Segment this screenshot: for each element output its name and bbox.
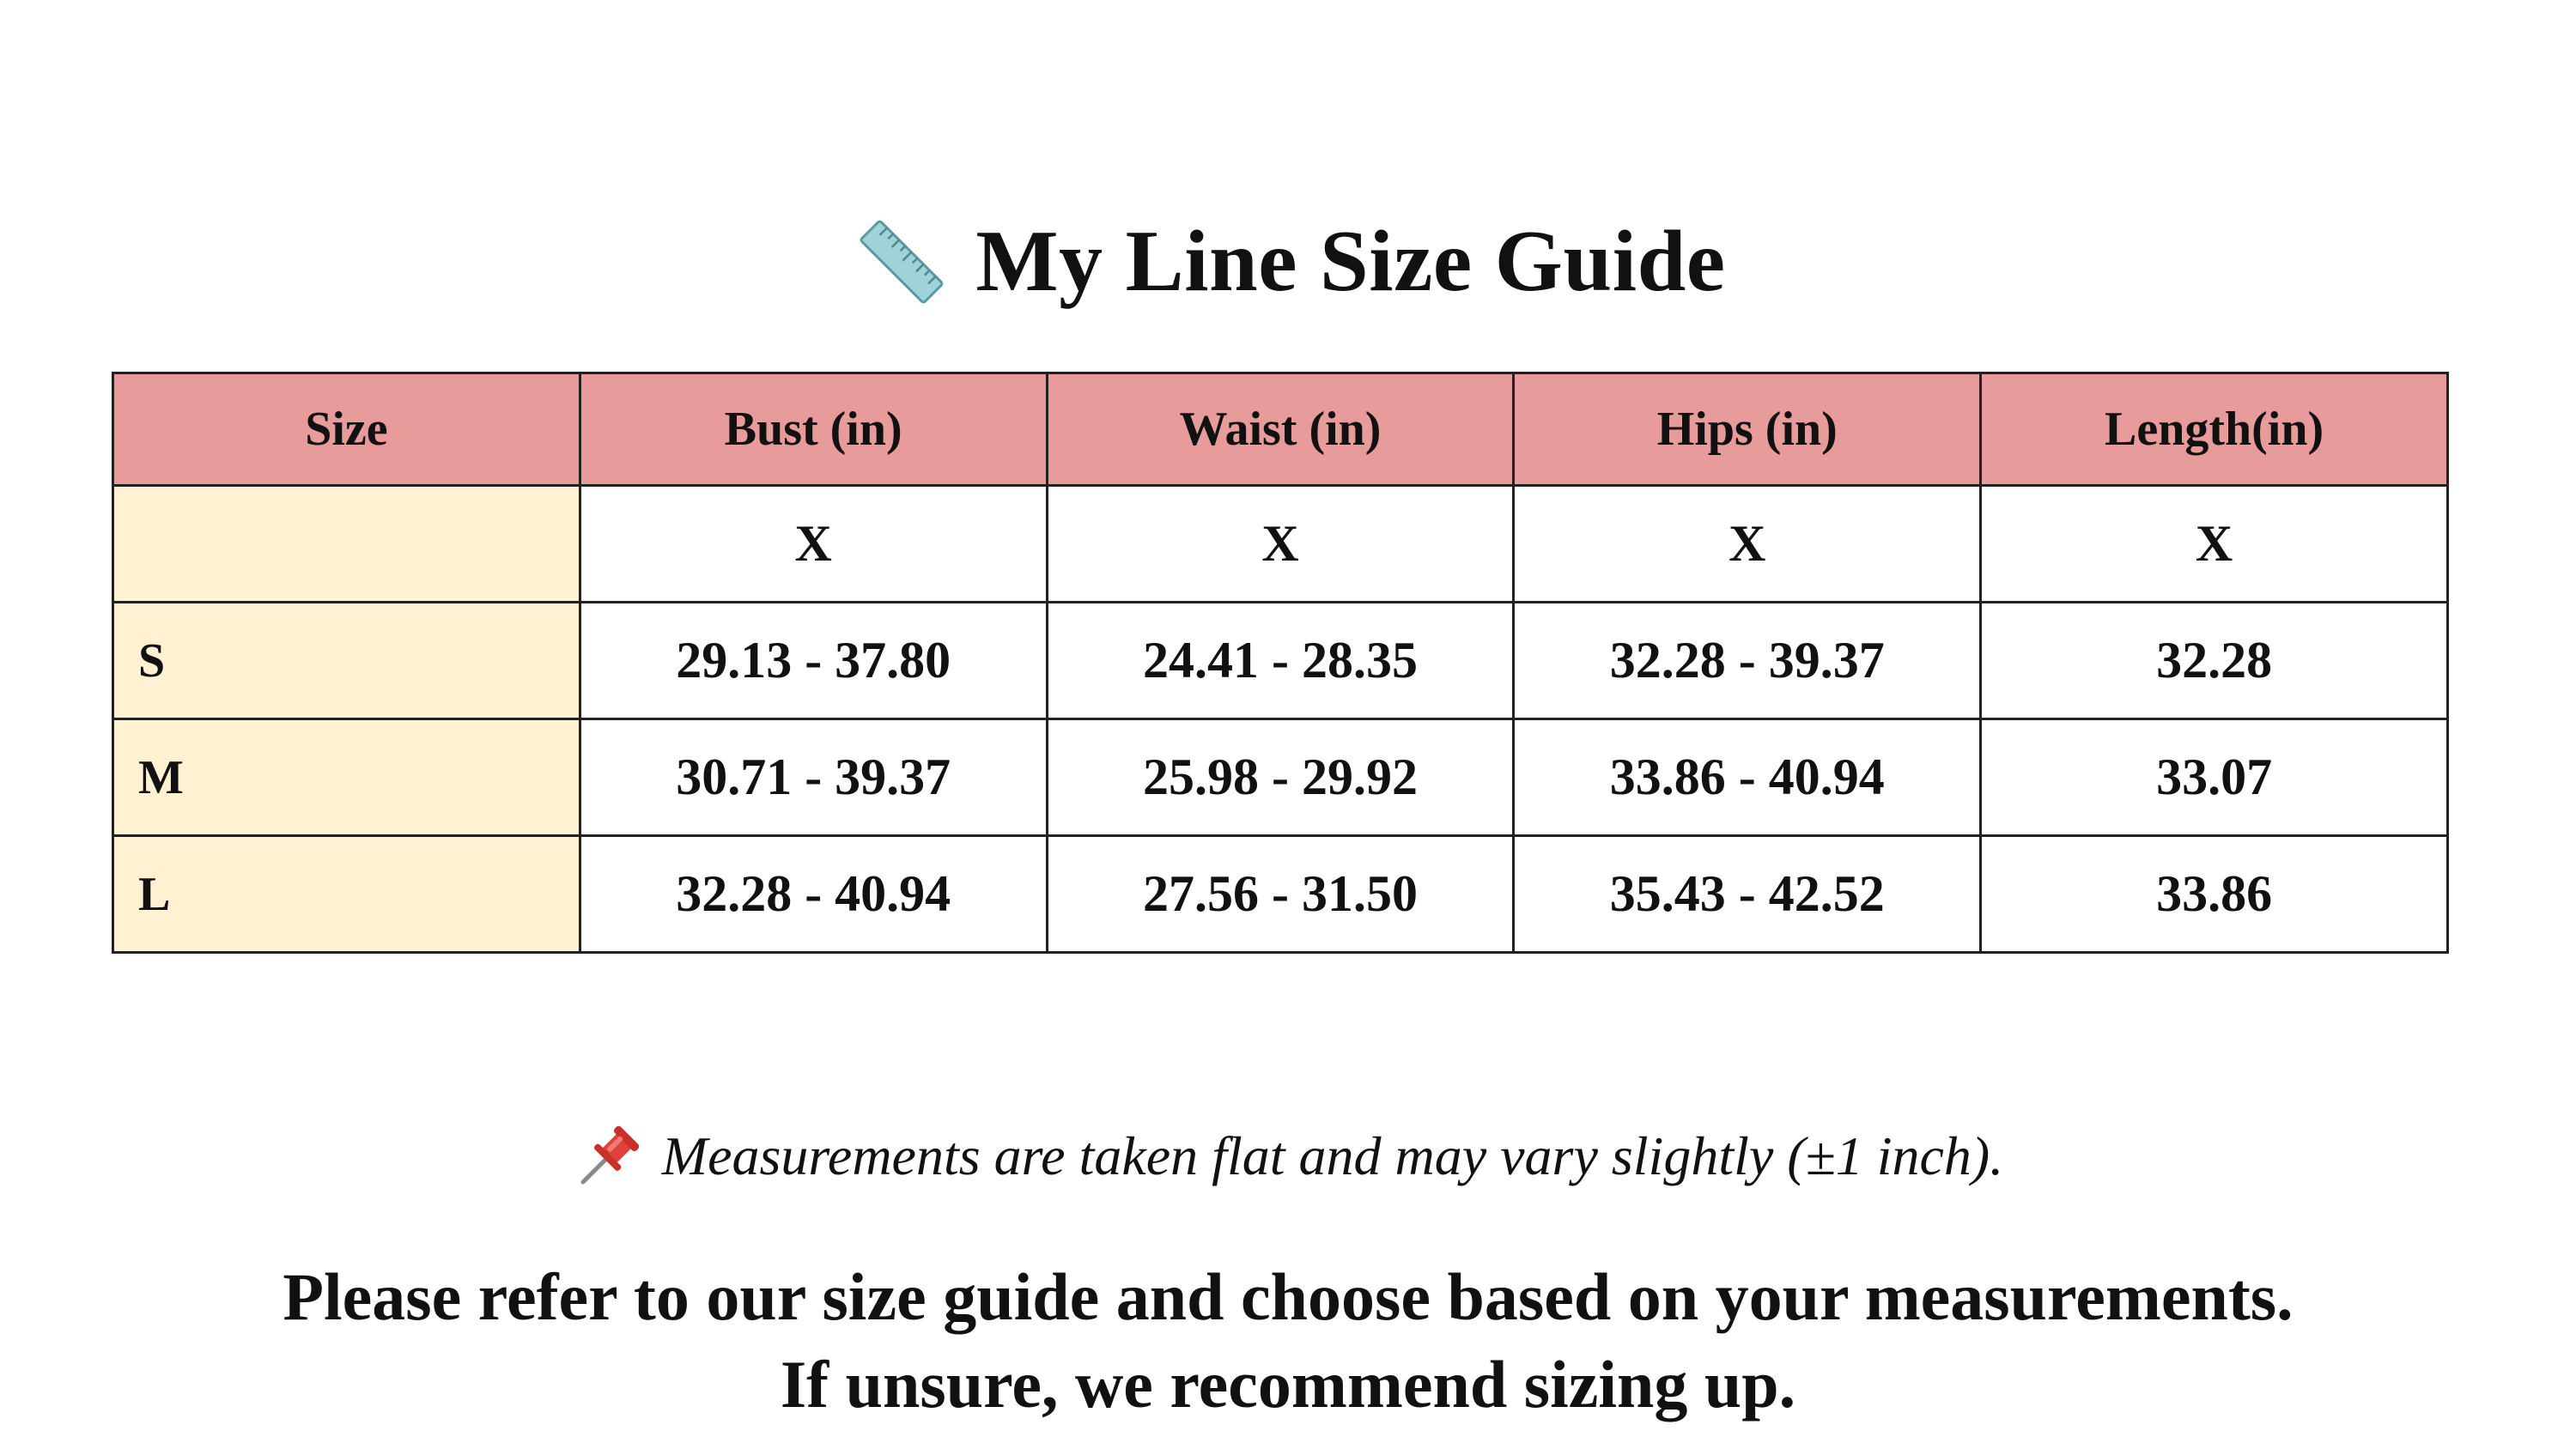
hips-cell: 32.28 - 39.37 <box>1514 603 1981 719</box>
page-title-row <box>0 210 2576 313</box>
header-length: Length(in) <box>1981 373 2448 486</box>
header-size: Size <box>113 373 580 486</box>
pushpin-icon <box>573 1120 645 1192</box>
bust-cell: 30.71 - 39.37 <box>580 719 1047 836</box>
note-text: Measurements are taken flat and may vary slightly (±1 inch). <box>661 1125 2004 1186</box>
waist-cell: 24.41 - 28.35 <box>1047 603 1514 719</box>
bust-cell: X <box>580 486 1047 603</box>
table-row <box>113 486 2448 603</box>
header-bust: Bust (in) <box>580 373 1047 486</box>
size-table <box>112 372 2449 954</box>
table-row <box>113 836 2448 953</box>
waist-cell: 27.56 - 31.50 <box>1047 836 1514 953</box>
length-cell: 33.86 <box>1981 836 2448 953</box>
advice-line-1: Please refer to our size guide and choose based on your measurements. <box>283 1259 2293 1334</box>
table-header-row <box>113 373 2448 486</box>
hips-cell: 33.86 - 40.94 <box>1514 719 1981 836</box>
length-cell: X <box>1981 486 2448 603</box>
waist-cell: X <box>1047 486 1514 603</box>
length-cell: 33.07 <box>1981 719 2448 836</box>
size-cell: S <box>113 603 580 719</box>
waist-cell: 25.98 - 29.92 <box>1047 719 1514 836</box>
hips-cell: X <box>1514 486 1981 603</box>
hips-cell: 35.43 - 42.52 <box>1514 836 1981 953</box>
size-table-container <box>112 372 2449 954</box>
advice-line-2: If unsure, we recommend sizing up. <box>780 1347 1796 1422</box>
ruler-icon <box>850 210 953 313</box>
size-cell <box>113 486 580 603</box>
bust-cell: 29.13 - 37.80 <box>580 603 1047 719</box>
table-row <box>113 603 2448 719</box>
length-cell: 32.28 <box>1981 603 2448 719</box>
header-hips: Hips (in) <box>1514 373 1981 486</box>
size-cell: L <box>113 836 580 953</box>
page-title: My Line Size Guide <box>975 213 1726 310</box>
size-advice <box>0 1253 2576 1428</box>
measurement-note <box>0 1120 2576 1192</box>
size-cell: M <box>113 719 580 836</box>
header-waist: Waist (in) <box>1047 373 1514 486</box>
bust-cell: 32.28 - 40.94 <box>580 836 1047 953</box>
table-row <box>113 719 2448 836</box>
